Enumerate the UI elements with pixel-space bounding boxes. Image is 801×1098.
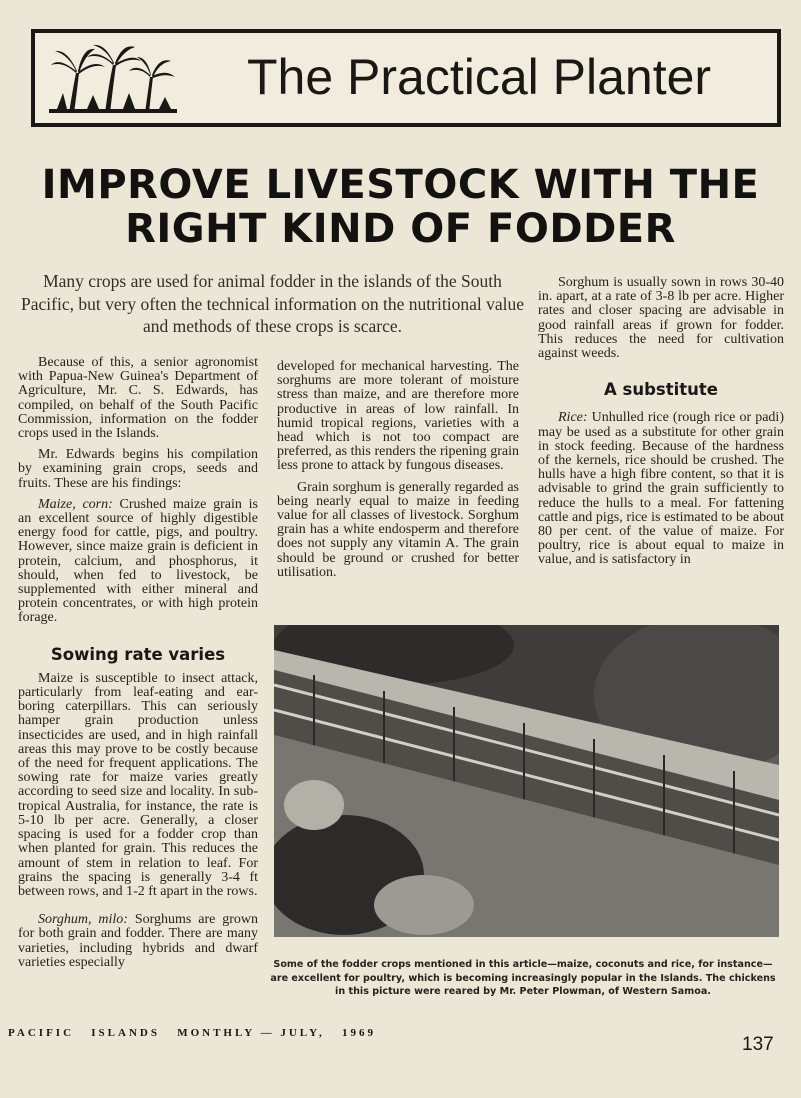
page-number: 137 bbox=[742, 1034, 774, 1055]
publication-footer: PACIFIC ISLANDS MONTHLY — JULY, 1969 bbox=[8, 1027, 377, 1039]
paragraph: Grain sorghum is generally regarded as being nearly equal to maize in feeding value for all classes of livestock. Sorghum grain has a white endosperm and therefore does not supply any vitamin A. The grain should be ground or crushed for better utilisation. bbox=[277, 479, 519, 580]
paragraph-text: Crushed maize grain is an excellent source of highly digestible energy food for cattle, pigs, and poultry. However, since maize grain is deficient in protein, calcium, and phosphorus, it should, when fed to livestock, be supplemented with either mineral and protein concentrates, or with high protein forage. bbox=[18, 496, 258, 626]
paragraph: Maize is susceptible to insect attack, particularly from leaf-eating and ear-boring caterpillars. This can seriously hamper grain production unless insecticides are used, and in high rainfall areas this may prove to be costly because of the need for frequent applications. The sowing rate for maize varies greatly according to seed size and locality. In sub-tropical Australia, for instance, the rate is 5-10 lb per acre. Generally, a closer spacing is used for a fodder crop than when planted for grain. This reduces the amount of stem in relation to leaf. For grains the spacing is generally 3-4 ft between rows, and 1-2 ft apart in the rows. bbox=[18, 670, 258, 899]
article-column-2 bbox=[277, 360, 519, 587]
run-in-heading: Maize, corn: bbox=[38, 496, 113, 512]
paragraph: Mr. Edwards begins his compilation by examining grain crops, seeds and fruits. These are his findings: bbox=[18, 447, 258, 491]
headline-line-1: IMPROVE LIVESTOCK WITH THE bbox=[41, 162, 760, 208]
masthead-box bbox=[31, 29, 781, 127]
masthead-title: The Practical Planter bbox=[247, 49, 712, 105]
photo-caption: Some of the fodder crops mentioned in this article—maize, coconuts and rice, for instance—are excellent for poultry, which is becoming increasingly popular in the Islands. The chickens in this picture were reared by Mr. Peter Plowman, of Western Samoa. bbox=[270, 959, 776, 997]
article-column-1 bbox=[18, 356, 258, 977]
run-in-heading: Sorghum, milo: bbox=[38, 912, 128, 928]
subheading: Sowing rate varies bbox=[50, 644, 226, 664]
subheading: A substitute bbox=[604, 380, 718, 400]
palm-trees-icon bbox=[49, 43, 177, 115]
paragraph: Sorghum is usually sown in rows 30-40 in. apart, at a rate of 3-8 lb per acre. Higher rates and closer spacing are advisable in good rainfall areas if grown for fodder. This reduces the need for cultivation against weeds. bbox=[538, 275, 784, 362]
paragraph-text: Sorghums are grown for both grain and fodder. There are many varieties, including hybrids and dwarf varieties especially bbox=[18, 912, 258, 970]
paragraph bbox=[538, 411, 784, 567]
paragraph-text: Unhulled rice (rough rice or padi) may be used as a substitute for other grain in stock feeding. Because of the hardness of the kernels, rice should be crushed. The hulls have a high fibre content, so that it is advisable to grind the grain sufficiently to reduce the hulls to a meal. For fattening cattle and pigs, rice is estimated to be about 80 per cent. of the value of maize. For poultry, rice is about equal to maize in value, and is satisfactory in bbox=[538, 410, 784, 568]
headline-line-2: RIGHT KIND OF FODDER bbox=[125, 206, 676, 252]
article-column-3 bbox=[538, 276, 784, 575]
photo-image bbox=[274, 625, 779, 937]
paragraph: developed for mechanical harvesting. The sorghums are more tolerant of moisture stress than maize, and are therefore more productive in areas of low rainfall. In humid tropical regions, varieties with a head which is not too compact are preferred, as this renders the ripening grain less prone to attack by fungous diseases. bbox=[277, 359, 519, 474]
poultry-photo bbox=[274, 625, 779, 937]
intro-paragraph: Many crops are used for animal fodder in the islands of the South Pacific, but very often the technical information on the nutritional value and methods of these crops is scarce. bbox=[21, 271, 524, 336]
paragraph bbox=[18, 498, 258, 626]
run-in-heading: Rice: bbox=[558, 410, 588, 426]
paragraph: Because of this, a senior agronomist with Papua-New Guinea's Department of Agriculture, Mr. C. S. Edwards, has compiled, on behalf of the South Pacific Commission, information on the fodder crops used in the Islands. bbox=[18, 355, 258, 442]
paragraph bbox=[18, 913, 258, 970]
